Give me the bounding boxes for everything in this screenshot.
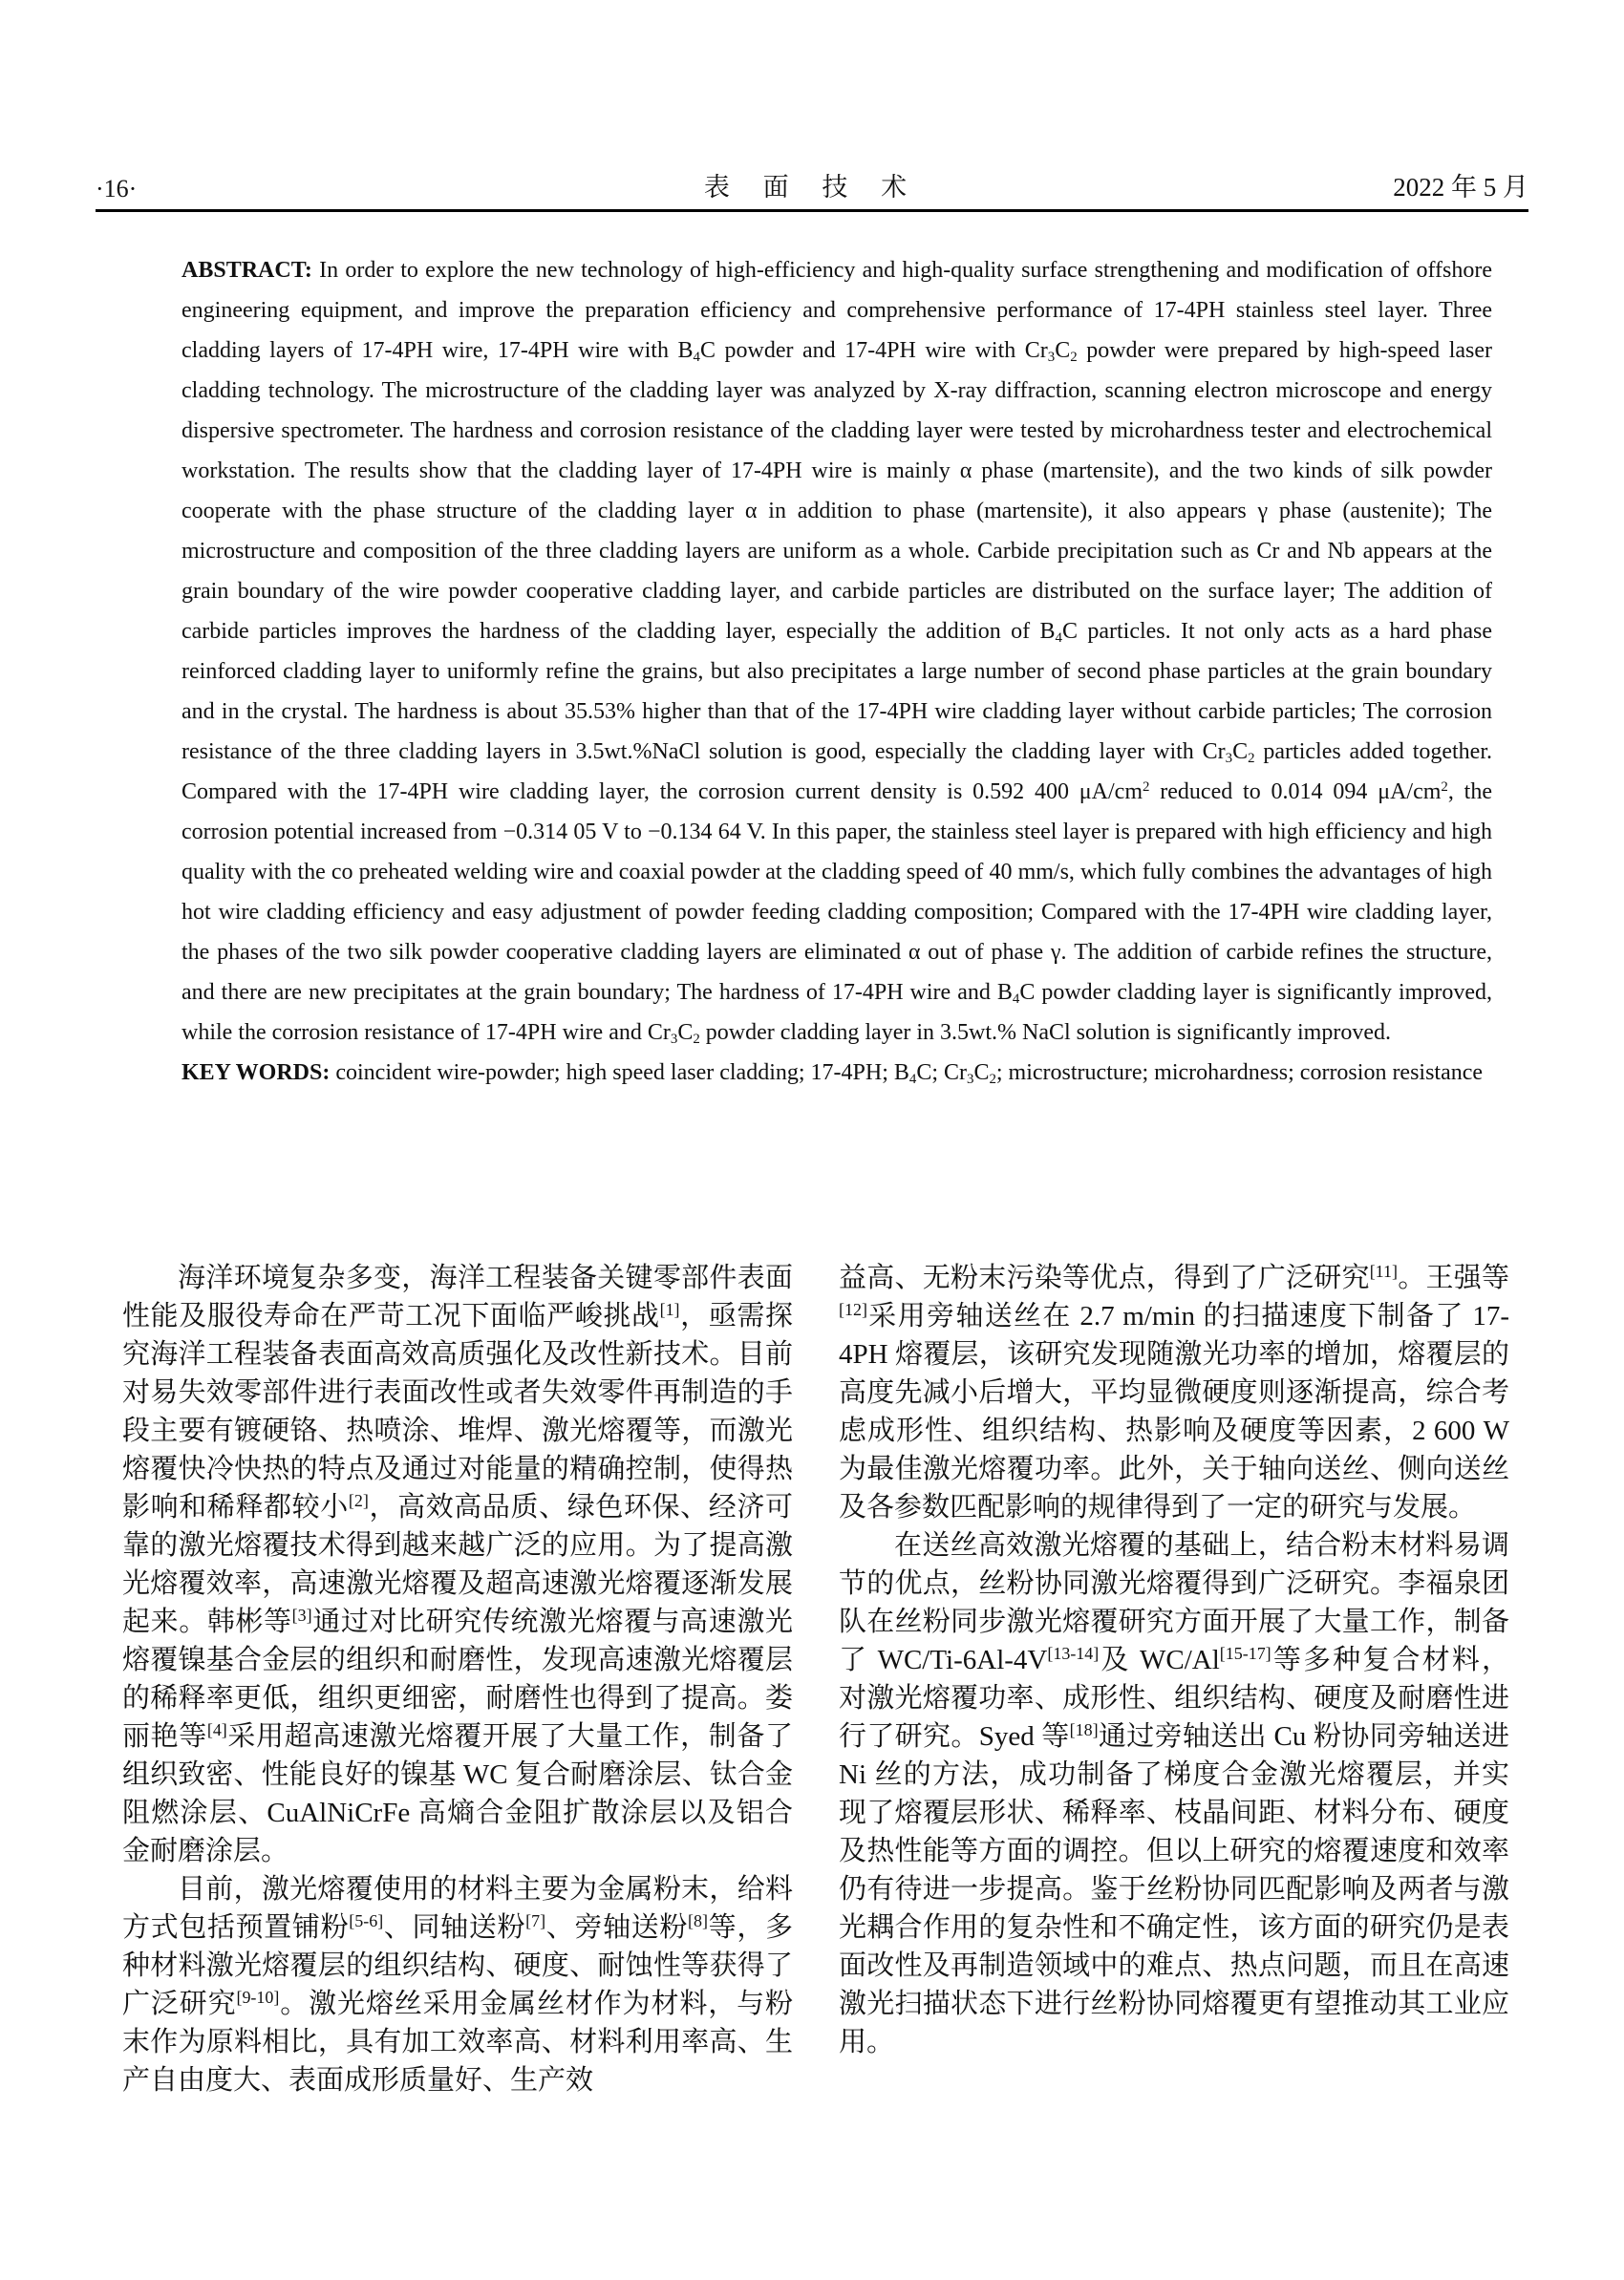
left-column [122, 1259, 793, 2099]
abstract-label: ABSTRACT: [182, 258, 320, 283]
keywords-paragraph [182, 1053, 1492, 1093]
journal-title: 表 面 技 术 [703, 173, 921, 202]
body-paragraph: 目前，激光熔覆使用的材料主要为金属粉末，给料方式包括预置铺粉[5-6]、同轴送粉[7]、旁轴送粉[8]等，多种材料激光熔覆层的组织结构、硬度、耐蚀性等获得了广泛研究[9-10]。激光熔丝采用金属丝材作为材料，与粉末作为原料相比，具有加工效率高、材料利用率高、生产自由度大、表面成形质量好、生产效 [122, 1874, 793, 2096]
page-number: ·16· [96, 175, 138, 202]
keywords-text: coincident wire-powder; high speed laser cladding; 17-4PH; $B_4C$; $Cr_3C_2$; microstructure; microhardness; corrosion resistance [335, 1060, 1484, 1088]
abstract-paragraph [182, 250, 1492, 1053]
abstract-text: In order to explore the new technology of high-efficiency and high-quality surface strengthening and modification of offshore engineering equipment, and improve the preparation efficiency and comprehensive performance of 17-4PH stainless steel layer. Three cladding layers of 17-4PH wire, 17-4PH wire with $B_4C$ powder and 17-4PH wire with $Cr_3C_2$ powder were prepared by high-speed laser cladding technology. The microstructure of the cladding layer was analyzed by X-ray diffraction, scanning electron microscope and energy dispersive spectrometer. The hardness and corrosion resistance of the cladding layer were tested by microhardness tester and electrochemical workstation. The results show that the cladding layer of 17-4PH wire is mainly α phase (martensite), and the two kinds of silk powder cooperate with the phase structure of the cladding layer α in addition to phase (martensite), it also appears γ phase (austenite); The microstructure and composition of the three cladding layers are uniform as a whole. Carbide precipitation such as Cr and Nb appears at the grain boundary of the wire powder cooperative cladding layer, and carbide particles are distributed on the surface layer; The addition of carbide particles improves the hardness of the cladding layer, especially the addition of $B_4C$ particles. It not only acts as a hard phase reinforced cladding layer to uniformly refine the grains, but also precipitates a large number of second phase particles at the grain boundary and in the crystal. The hardness is about 35.53% higher than that of the 17-4PH wire cladding layer without carbide particles; The corrosion resistance of the three cladding layers in 3.5wt.%NaCl solution is good, especially the cladding layer with $Cr_3C_2$ particles added together. Compared with the 17-4PH wire cladding layer, the corrosion current density is 0.592 400 $\mu A/cm^2$ reduced to 0.014 094 $\mu A/cm^2$, the corrosion potential increased from −0.314 05 V to −0.134 64 V. In this paper, the stainless steel layer is prepared with high efficiency and high quality with the co preheated welding wire and coaxial powder at the cladding speed of 40 mm/s, which fully combines the advantages of high hot wire cladding efficiency and easy adjustment of powder feeding cladding composition; Compared with the 17-4PH wire cladding layer, the phases of the two silk powder cooperative cladding layers are eliminated α out of phase γ. The addition of carbide refines the structure, and there are new precipitates at the grain boundary; The hardness of 17-4PH wire and $B_4C$ powder cladding layer is significantly improved, while the corrosion resistance of 17-4PH wire and $Cr_3C_2$ powder cladding layer in 3.5wt.% NaCl solution is significantly improved. [182, 258, 1493, 1048]
issue-date: 2022 年 5 月 [1393, 173, 1528, 202]
body-text [122, 1259, 1509, 2099]
body-paragraph: 海洋环境复杂多变，海洋工程装备关键零部件表面性能及服役寿命在严苛工况下面临严峻挑战[1]，亟需探究海洋工程装备表面高效高质强化及改性新技术。目前对易失效零部件进行表面改性或者失效零件再制造的手段主要有镀硬铬、热喷涂、堆焊、激光熔覆等，而激光熔覆快冷快热的特点及通过对能量的精确控制，使得热影响和稀释都较小[2]，高效高品质、绿色环保、经济可靠的激光熔覆技术得到越来越广泛的应用。为了提高激光熔覆效率，高速激光熔覆及超高速激光熔覆逐渐发展起来。韩彬等[3]通过对比研究传统激光熔覆与高速激光熔覆镍基合金层的组织和耐磨性，发现高速激光熔覆层的稀释率更低，组织更细密，耐磨性也得到了提高。娄丽艳等[4]采用超高速激光熔覆开展了大量工作，制备了组织致密、性能良好的镍基 WC 复合耐磨涂层、钛合金阻燃涂层、CuAlNiCrFe 高熵合金阻扩散涂层以及铝合金耐磨涂层。 [122, 1263, 793, 1866]
body-paragraph: 在送丝高效激光熔覆的基础上，结合粉末材料易调节的优点，丝粉协同激光熔覆得到广泛研究。李福泉团队在丝粉同步激光熔覆研究方面开展了大量工作，制备了 WC/Ti-6Al-4V[13-14]及 WC/Al[15-17]等多种复合材料，对激光熔覆功率、成形性、组织结构、硬度及耐磨性进行了研究。Syed 等[18]通过旁轴送出 Cu 粉协同旁轴送进 Ni 丝的方法，成功制备了梯度合金激光熔覆层，并实现了熔覆层形状、稀释率、枝晶间距、材料分布、硬度及热性能等方面的调控。但以上研究的熔覆速度和效率仍有待进一步提高。鉴于丝粉协同匹配影响及两者与激光耦合作用的复杂性和不确定性，该方面的研究仍是表面改性及再制造领域中的难点、热点问题，而且在高速激光扫描状态下进行丝粉协同熔覆更有望推动其工业应用。 [839, 1530, 1509, 2057]
abstract-section [182, 250, 1492, 1093]
body-paragraph: 益高、无粉末污染等优点，得到了广泛研究[11]。王强等[12]采用旁轴送丝在 2.7 m/min 的扫描速度下制备了 17-4PH 熔覆层，该研究发现随激光功率的增加，熔覆层的高度先减小后增大，平均显微硬度则逐渐提高，综合考虑成形性、组织结构、热影响及硬度等因素，2 600 W 为最佳激光熔覆功率。此外，关于轴向送丝、侧向送丝及各参数匹配影响的规律得到了一定的研究与发展。 [839, 1262, 1509, 1523]
right-column [839, 1259, 1509, 2099]
keywords-label: KEY WORDS: [182, 1060, 336, 1085]
page-header [96, 160, 1528, 212]
